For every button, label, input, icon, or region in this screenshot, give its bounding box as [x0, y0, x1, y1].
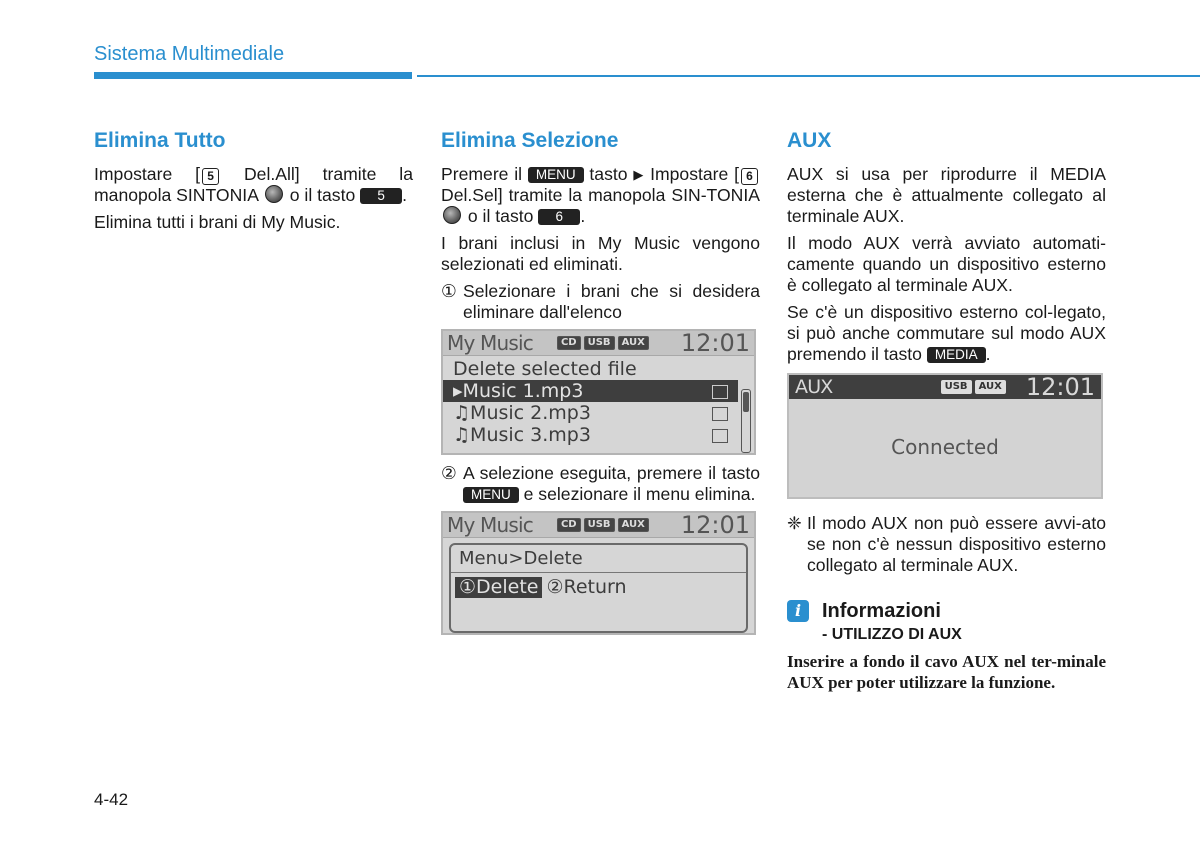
step-text: Selezionare i brani che si desidera eliminare dall'elenco — [463, 281, 760, 322]
text: o il tasto — [463, 206, 539, 226]
badge-usb: USB — [584, 336, 615, 350]
menu-option-return: ②Return — [546, 576, 627, 598]
list-item — [443, 424, 754, 446]
info-subtitle: - UTILIZZO DI AUX — [822, 626, 962, 643]
info-icon: i — [787, 600, 809, 622]
badge-aux: AUX — [618, 518, 649, 532]
connection-status: Connected — [891, 434, 999, 459]
paragraph-aux-3 — [787, 302, 1106, 365]
key-5-button: 5 — [360, 188, 402, 204]
music-note-icon: ♫ — [453, 402, 471, 424]
delete-menu-popup — [449, 543, 748, 633]
menu-title: Menu>Delete — [451, 545, 746, 573]
badge-cd: CD — [557, 336, 581, 350]
header-rule-thin — [417, 75, 1200, 77]
text: Del.All] tramite la manopola SINTONIA — [94, 164, 413, 205]
screen-status-bar — [789, 375, 1101, 399]
text: Se c'è un dispositivo esterno col-legato, si può anche commutare sul modo AUX premendo il tasto — [787, 302, 1106, 364]
column-elimina-tutto — [94, 127, 413, 239]
info-body: Inserire a fondo il cavo AUX nel ter-minale AUX per poter utilizzare la funzione. — [787, 652, 1106, 692]
paragraph-elimina-tutto — [94, 164, 413, 206]
checkbox-icon — [712, 385, 728, 399]
step-number: ② — [441, 463, 457, 483]
menu-option-delete: ①Delete — [455, 577, 542, 598]
screen-title: AUX — [795, 375, 833, 398]
music-note-icon: ♫ — [453, 424, 471, 446]
screen-title: My Music — [447, 330, 533, 355]
screen-clock: 12:01 — [1025, 373, 1095, 401]
media-key-button: MEDIA — [927, 347, 986, 363]
paragraph-elimina-selezione — [441, 164, 760, 227]
column-elimina-selezione — [441, 127, 760, 635]
screen-status-bar — [443, 331, 754, 356]
info-title: Informazioni — [822, 599, 941, 622]
menu-key-button: MENU — [528, 167, 584, 183]
heading-elimina-tutto: Elimina Tutto — [94, 129, 226, 152]
paragraph-aux-1: AUX si usa per riprodurre il MEDIA esterna che è attualmente collegato al terminale AUX. — [787, 164, 1106, 226]
screen-aux — [787, 373, 1103, 499]
tune-knob-icon — [443, 206, 461, 224]
note-mark-icon: ❈ — [787, 513, 802, 533]
screen-clock: 12:01 — [680, 511, 750, 539]
tune-knob-icon — [265, 185, 283, 203]
paragraph-elimina-tutto-desc: Elimina tutti i brani di My Music. — [94, 212, 341, 232]
screen-menu-delete — [441, 511, 756, 635]
text: Impostare [ — [644, 164, 739, 184]
circled-number-icon: 6 — [741, 168, 758, 185]
checkbox-icon — [712, 429, 728, 443]
step-text — [463, 463, 760, 505]
step-1 — [441, 281, 760, 323]
header-rule-thick — [94, 72, 412, 79]
menu-key-button: MENU — [463, 487, 519, 503]
text: . — [580, 206, 586, 226]
scrollbar — [741, 389, 751, 453]
screen-title: My Music — [447, 512, 533, 537]
paragraph-aux-2: Il modo AUX verrà avviato automati-camente quando un dispositivo esterno è collegato al terminale AUX. — [787, 233, 1106, 295]
list-item-label: Music 3.mp3 — [470, 424, 591, 446]
arrow-right-icon: ▶ — [633, 167, 645, 182]
source-badges — [557, 518, 649, 532]
info-header — [787, 600, 1106, 622]
key-6-button: 6 — [538, 209, 580, 225]
list-item-label: Music 1.mp3 — [462, 380, 584, 402]
heading-elimina-selezione: Elimina Selezione — [441, 129, 619, 152]
badge-usb: USB — [584, 518, 615, 532]
note-text: Il modo AUX non può essere avvi-ato se non c'è nessun dispositivo esterno collegato al terminale AUX. — [807, 513, 1106, 575]
page-number: 4-42 — [94, 790, 129, 809]
text: A selezione eseguita, premere il tasto — [463, 463, 760, 483]
text: o il tasto — [284, 185, 361, 205]
badge-usb: USB — [941, 380, 972, 394]
screen-clock: 12:01 — [680, 329, 750, 357]
list-item-label: Music 2.mp3 — [470, 402, 591, 424]
selection-arrow-icon: ▸ — [453, 380, 463, 402]
text: e selezionare il menu elimina. — [518, 484, 756, 504]
source-badges — [557, 336, 649, 350]
column-aux — [787, 127, 1106, 693]
badge-aux: AUX — [975, 380, 1006, 394]
section-title: Sistema Multimediale — [94, 43, 285, 65]
text: . — [402, 185, 408, 205]
text: . — [985, 344, 991, 364]
screen-status-bar — [443, 513, 754, 538]
text: Impostare [ — [94, 164, 201, 184]
source-badges — [941, 380, 1006, 394]
screen-delete-selected — [441, 329, 756, 455]
circled-number-icon: 5 — [202, 168, 219, 185]
step-2 — [441, 463, 760, 505]
scrollbar-thumb — [743, 392, 749, 412]
screen-heading: Delete selected file — [453, 358, 637, 380]
badge-aux: AUX — [618, 336, 649, 350]
note — [787, 513, 1106, 576]
list-item — [443, 380, 738, 402]
text: tasto — [583, 164, 634, 184]
text: Premere il — [441, 164, 528, 184]
checkbox-icon — [712, 407, 728, 421]
menu-options — [451, 573, 746, 602]
step-number: ① — [441, 281, 457, 301]
badge-cd: CD — [557, 518, 581, 532]
text: Del.Sel] tramite la manopola SIN-TONIA — [441, 185, 760, 205]
paragraph-selection-desc: I brani inclusi in My Music vengono selezionati ed eliminati. — [441, 233, 760, 274]
list-item — [443, 402, 754, 424]
heading-aux: AUX — [787, 129, 832, 152]
